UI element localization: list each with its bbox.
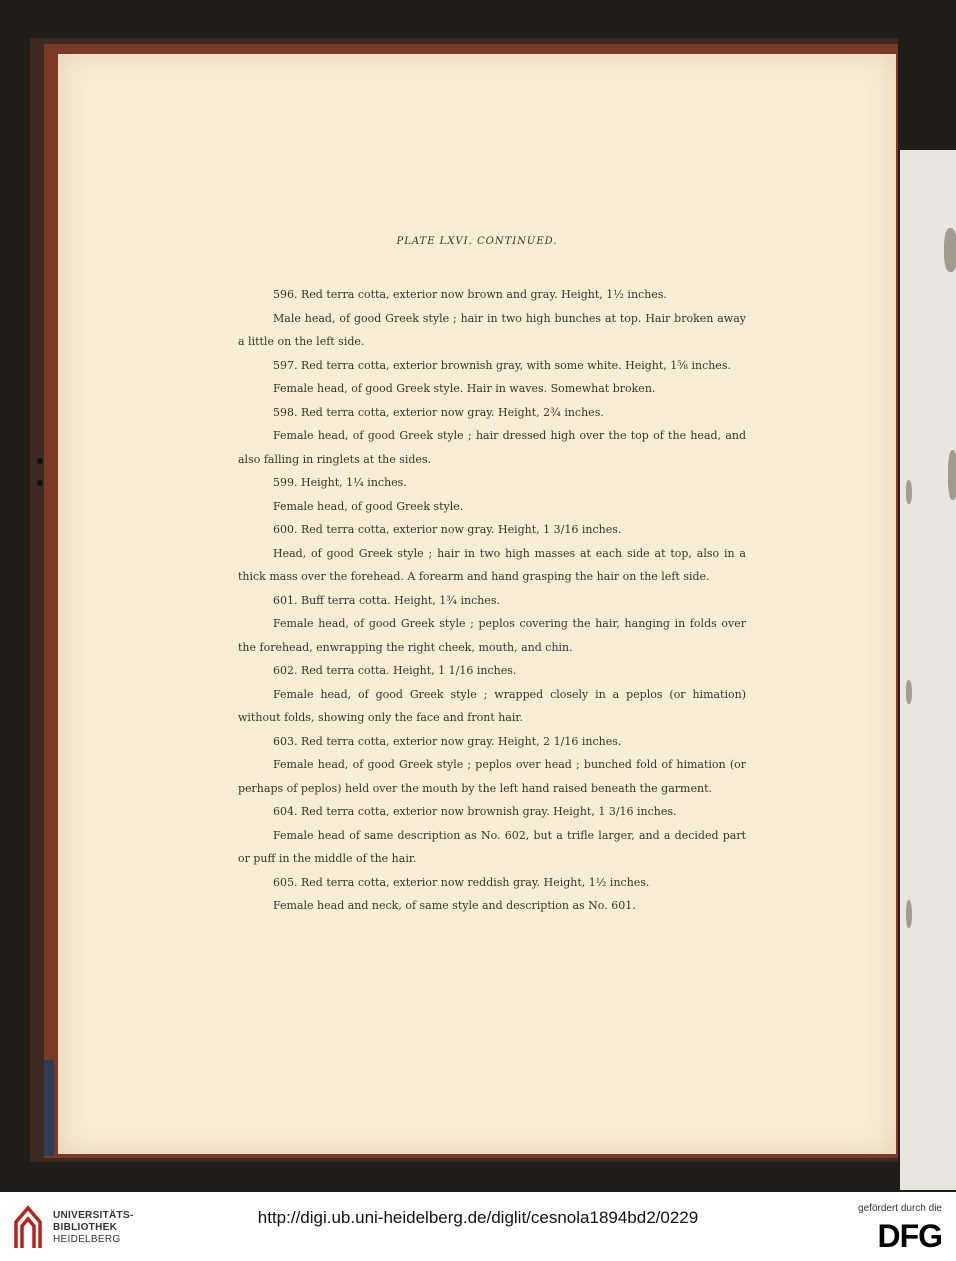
catalogue-paragraph: Female head, of good Greek style. Hair in waves. Somewhat broken. [273, 382, 656, 395]
dfg-logo: DFG [877, 1218, 942, 1254]
catalogue-paragraph: 600. Red terra cotta, exterior now gray. Height, 1 3/16 inches. [273, 523, 622, 536]
catalogue-paragraph: Female head, of good Greek style ; peplos covering the hair, hanging in folds over the forehead, enwrapping the right cheek, mouth, and chin. [238, 617, 746, 654]
catalogue-paragraph: Female head and neck, of same style and description as No. 601. [273, 899, 636, 912]
catalogue-paragraph: 604. Red terra cotta, exterior now brownish gray. Height, 1 3/16 inches. [273, 805, 677, 818]
library-name-line2: BIBLIOTHEK [53, 1222, 118, 1233]
catalogue-paragraph: Female head, of good Greek style ; peplos over head ; bunched fold of himation (or perhaps of peplos) held over the mouth by the left hand raised beneath the garment. [238, 758, 746, 795]
catalogue-paragraph: Female head, of good Greek style ; hair dressed high over the top of the head, and also falling in ringlets at the sides. [238, 429, 746, 466]
funder-caption: gefördert durch die [858, 1203, 942, 1214]
library-name-line3: HEIDELBERG [53, 1234, 121, 1245]
figure-thumbnail [906, 900, 912, 928]
figure-thumbnail [944, 228, 956, 272]
catalogue-paragraph: Male head, of good Greek style ; hair in two high bunches at top. Hair broken away a little on the left side. [238, 311, 746, 348]
catalogue-paragraph: Female head of same description as No. 602, but a trifle larger, and a decided part or puff in the middle of the hair. [238, 828, 746, 865]
figure-thumbnail [906, 680, 912, 704]
catalogue-paragraph: 598. Red terra cotta, exterior now gray. Height, 2¾ inches. [273, 405, 604, 419]
figure-thumbnail [906, 480, 912, 504]
catalogue-paragraph: 597. Red terra cotta, exterior brownish gray, with some white. Height, 1⅝ inches. [273, 358, 731, 372]
catalogue-paragraph: 599. Height, 1¼ inches. [273, 476, 407, 489]
catalogue-paragraph: 603. Red terra cotta, exterior now gray. Height, 2 1/16 inches. [273, 734, 622, 748]
catalogue-paragraph: Head, of good Greek style ; hair in two high masses at each side at top, also in a thick mass over the forehead. A forearm and hand grasping the hair on the left side. [238, 546, 746, 583]
figure-thumbnail [948, 450, 956, 500]
catalogue-paragraph: Female head, of good Greek style. [273, 499, 464, 513]
catalogue-paragraph: Female head, of good Greek style ; wrapped closely in a peplos (or himation) without folds, showing only the face and front hair. [238, 687, 746, 724]
catalogue-paragraph: 596. Red terra cotta, exterior now brown and gray. Height, 1½ inches. [273, 288, 667, 301]
library-name-line1: UNIVERSITÄTS- [53, 1210, 134, 1221]
catalogue-paragraph: 601. Buff terra cotta. Height, 1¾ inches. [273, 593, 500, 607]
catalogue-paragraph: 602. Red terra cotta. Height, 1 1/16 inches. [273, 664, 517, 677]
spine-cloth [44, 1060, 54, 1156]
catalogue-text [238, 283, 746, 918]
catalogue-paragraph: 605. Red terra cotta, exterior now reddish gray. Height, 1½ inches. [273, 875, 650, 889]
plate-title: PLATE LXVI. CONTINUED. [396, 236, 558, 247]
hinge-dot [37, 480, 43, 486]
next-page-edge [900, 150, 956, 1190]
hinge-dot [37, 458, 43, 464]
permalink-url[interactable]: http://digi.ub.uni-heidelberg.de/diglit/cesnola1894bd2/0229 [257, 1208, 699, 1227]
